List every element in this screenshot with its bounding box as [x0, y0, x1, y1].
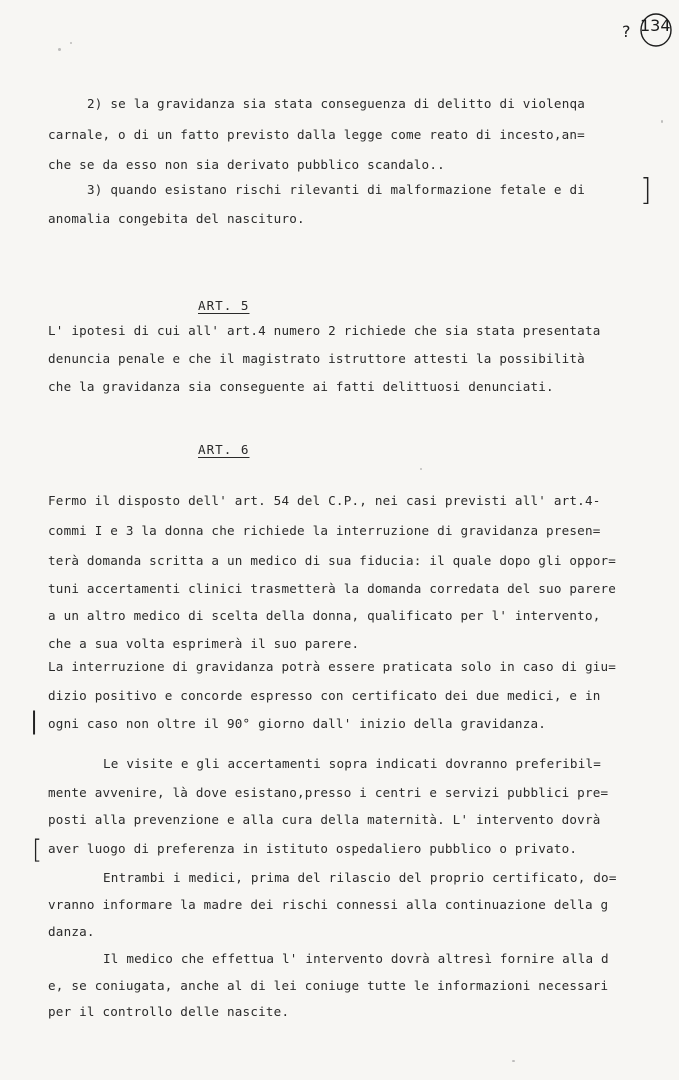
- text-line: per il controllo delle nascite.: [48, 1004, 290, 1019]
- text-line: commi I e 3 la donna che richiede la interruzione di gravidanza presen=: [48, 523, 601, 538]
- page-number-mark: [622, 14, 670, 44]
- text-line: dizio positivo e concorde espresso con certificato dei due medici, e in: [48, 688, 601, 703]
- scan-speck: [58, 48, 61, 51]
- margin-bracket-mark: [: [32, 835, 43, 865]
- text-line: mente avvenire, là dove esistano,presso i centri e servizi pubblici pre=: [48, 785, 609, 800]
- scan-speck: [70, 42, 72, 44]
- article-heading-label: ART. 6: [198, 442, 250, 457]
- text-line: che la gravidanza sia conseguente ai fatti delittuosi denunciati.: [48, 379, 554, 394]
- scan-speck: [512, 1060, 515, 1062]
- scan-speck: [661, 120, 663, 123]
- text-line: a un altro medico di scelta della donna, qualificato per l' intervento,: [48, 608, 601, 623]
- text-line: tuni accertamenti clinici trasmetterà la domanda corredata del suo parere: [48, 581, 617, 596]
- text-line: 3) quando esistano rischi rilevanti di malformazione fetale e di: [87, 182, 586, 197]
- text-line: che a sua volta esprimerà il suo parere.: [48, 636, 360, 651]
- text-line: vranno informare la madre dei rischi connessi alla continuazione della g: [48, 897, 609, 912]
- article-5-heading: [198, 298, 250, 313]
- scan-speck: [420, 468, 422, 470]
- text-line: danza.: [48, 924, 95, 939]
- text-line: che se da esso non sia derivato pubblico scandalo..: [48, 157, 445, 172]
- text-line: denuncia penale e che il magistrato istruttore attesti la possibilità: [48, 351, 585, 366]
- text-line: anomalia congebita del nascituro.: [48, 211, 305, 226]
- text-line: e, se coniugata, anche al di lei coniuge tutte le informazioni necessari: [48, 978, 609, 993]
- page-number: 134: [640, 16, 671, 35]
- margin-bar-mark: |: [30, 707, 39, 735]
- text-line: La interruzione di gravidanza potrà essere praticata solo in caso di giu=: [48, 659, 617, 674]
- text-line: Entrambi i medici, prima del rilascio del proprio certificato, do=: [103, 870, 617, 885]
- text-line: terà domanda scritta a un medico di sua fiducia: il quale dopo gli oppor=: [48, 553, 617, 568]
- text-line: L' ipotesi di cui all' art.4 numero 2 richiede che sia stata presentata: [48, 323, 601, 338]
- page-question-mark: ?: [622, 22, 631, 41]
- article-heading-label: ART. 5: [198, 298, 250, 313]
- text-line: Le visite e gli accertamenti sopra indicati dovranno preferibil=: [103, 756, 602, 771]
- text-line: ogni caso non oltre il 90° giorno dall' inizio della gravidanza.: [48, 716, 547, 731]
- text-line: Fermo il disposto dell' art. 54 del C.P., nei casi previsti all' art.4-: [48, 493, 601, 508]
- text-line: aver luogo di preferenza in istituto ospedaliero pubblico o privato.: [48, 841, 578, 856]
- text-line: 2) se la gravidanza sia stata conseguenza di delitto di violenqa: [87, 96, 586, 111]
- text-line: Il medico che effettua l' intervento dovrà altresì fornire alla d: [103, 951, 609, 966]
- text-line: carnale, o di un fatto previsto dalla legge come reato di incesto,an=: [48, 127, 585, 142]
- margin-bracket-mark: ]: [640, 173, 652, 208]
- article-6-heading: [198, 442, 250, 457]
- text-line: posti alla prevenzione e alla cura della maternità. L' intervento dovrà: [48, 812, 601, 827]
